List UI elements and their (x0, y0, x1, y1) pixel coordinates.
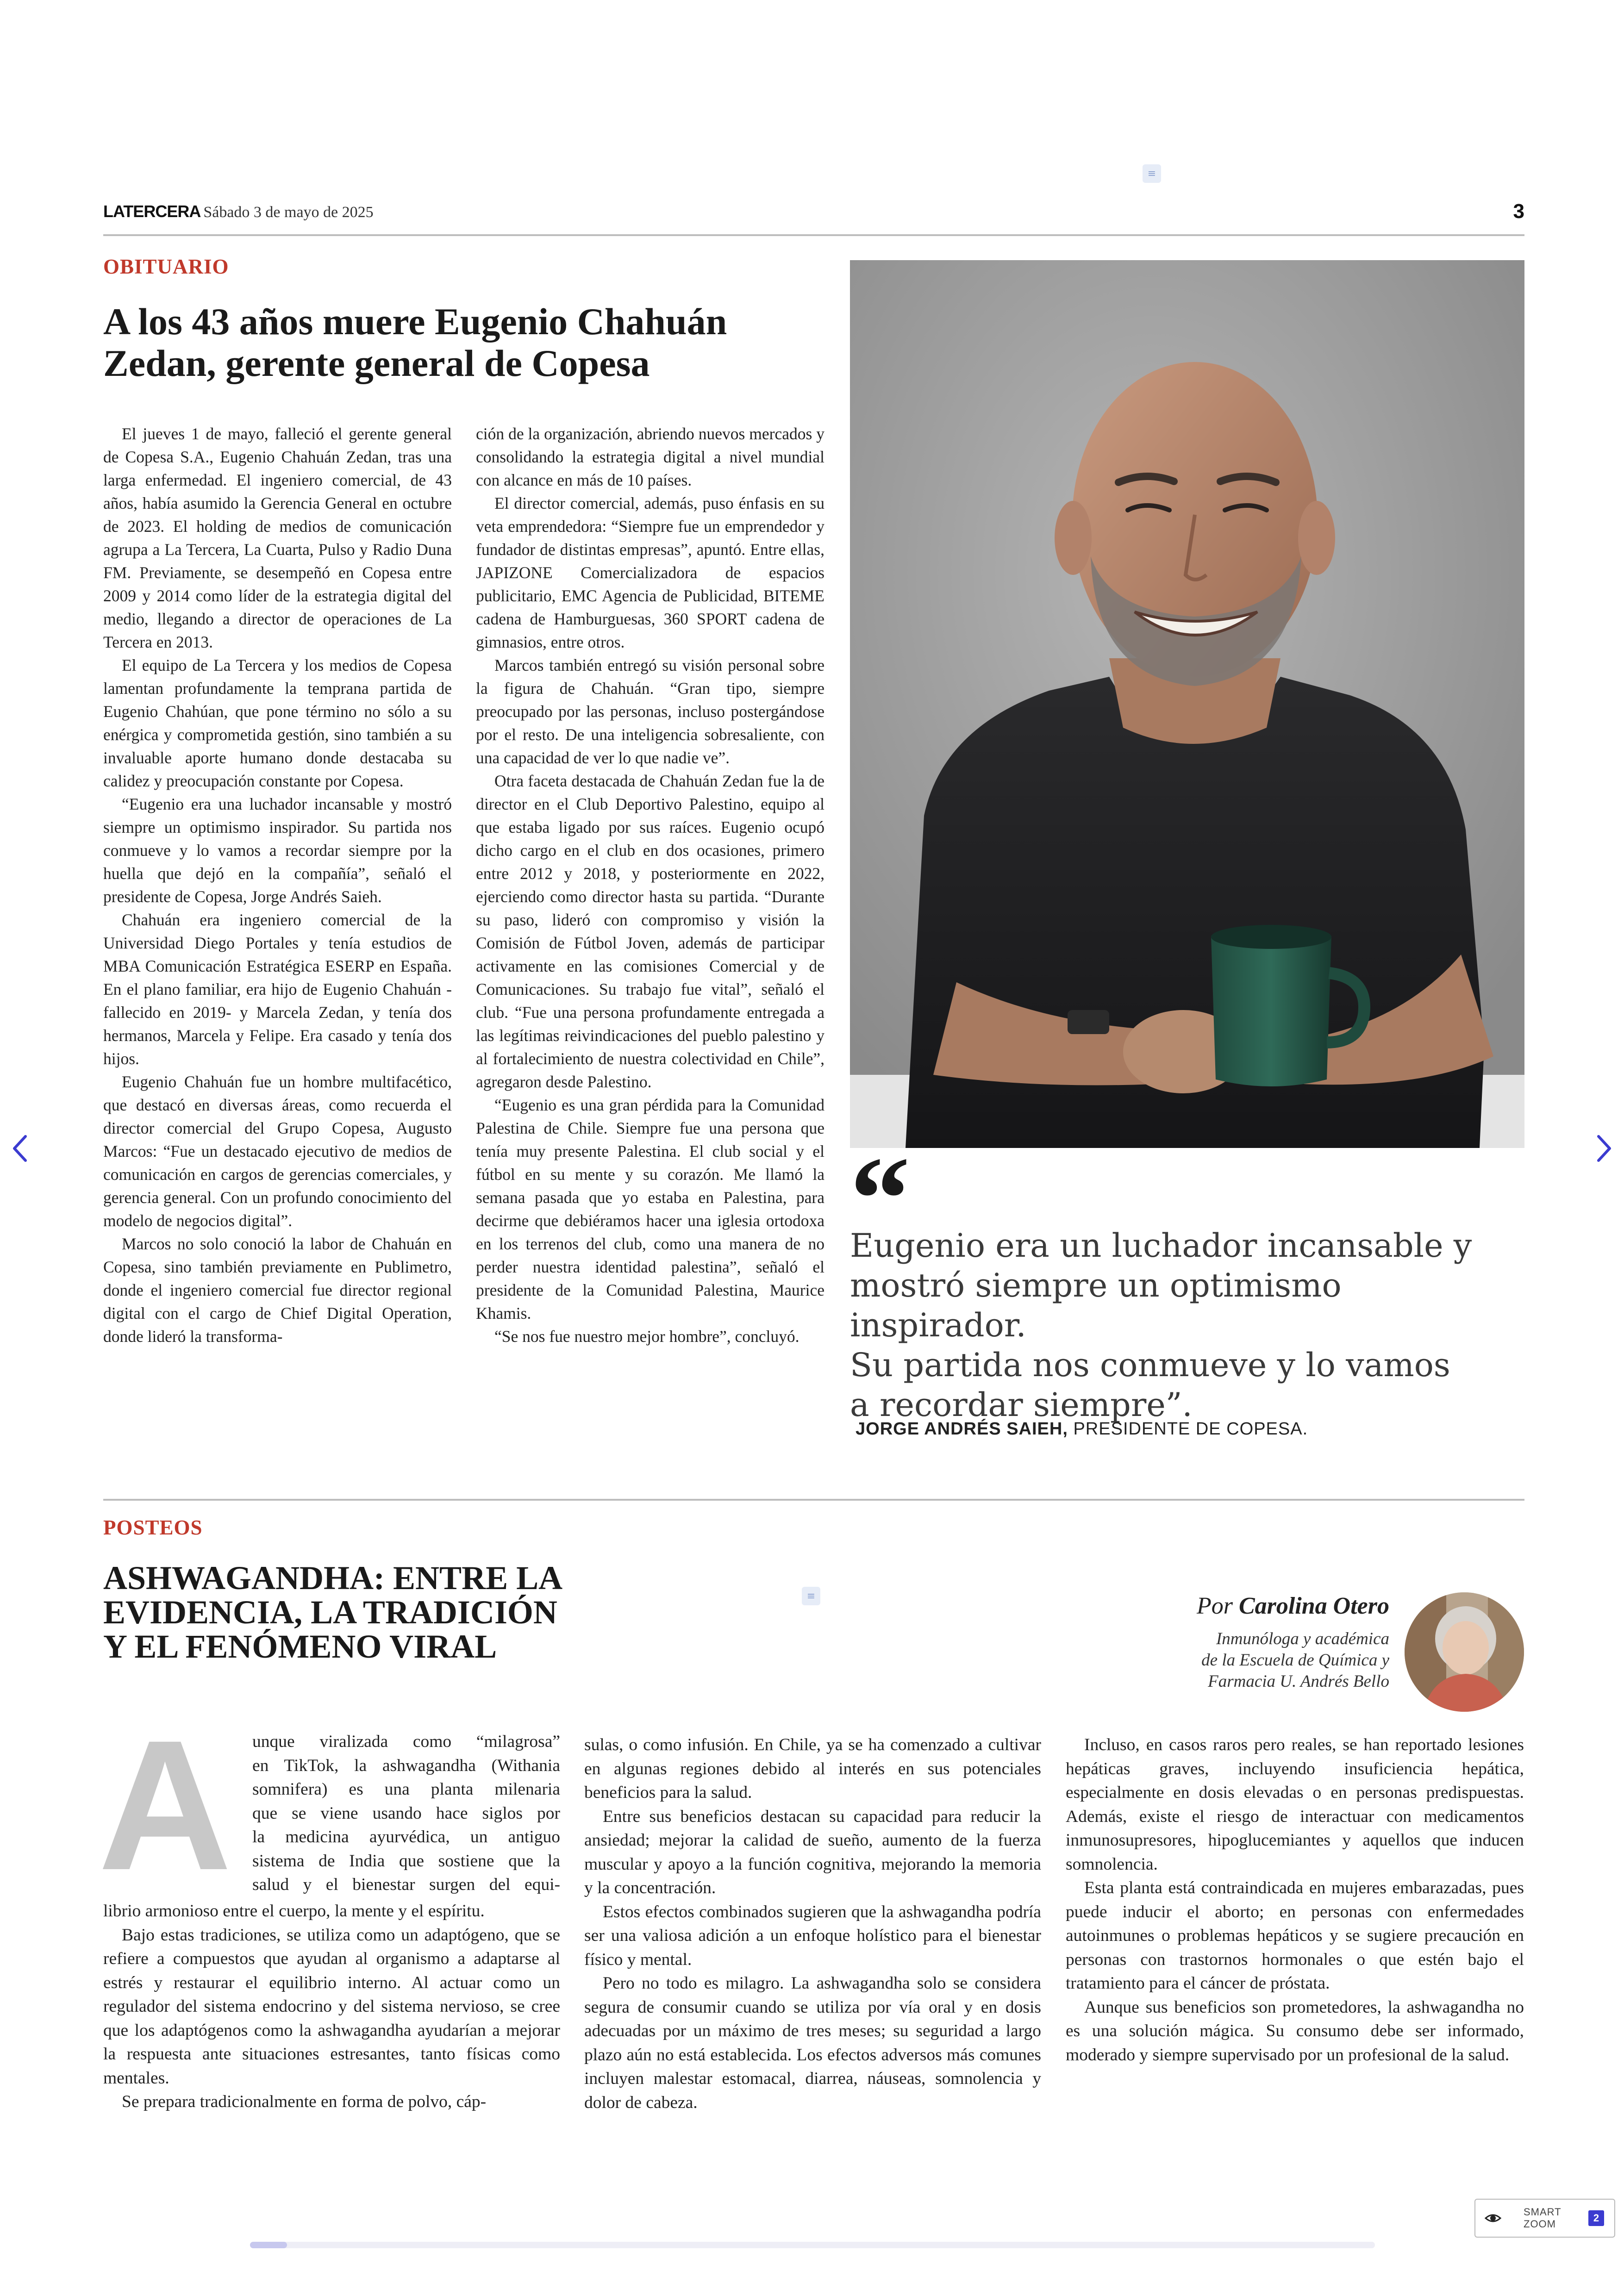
author-role-line: Farmacia U. Andrés Bello (1208, 1672, 1389, 1691)
header-date: Sábado 3 de mayo de 2025 (203, 204, 374, 221)
zoom-level-badge: 2 (1588, 2210, 1604, 2226)
headline-line: ASHWAGANDHA: ENTRE LA (103, 1559, 563, 1597)
paragraph: “Eugenio era una luchador incansable y mostró siempre un optimismo inspirador. Su partida nos conmueve y lo vamos a recordar siempre por la huella que dejó en la compañía”, señaló el presidente de Copesa, Jorge Andrés Saieh. (103, 795, 452, 906)
article1-headline (103, 301, 825, 384)
intro-line: somnifera) es una planta milenaria (252, 1780, 560, 1799)
paragraph: Bajo estas tradiciones, se utiliza como un adaptógeno, que se refiere a compuestos que ayudan al organismo a adaptarse al estrés y restaurar el equilibrio interno. Al actuar como un regulador del sistema endocrino y del sistema nervioso, se cree que los adaptógenos como la ashwagandha ayudarían a mejorar la respuesta ante situaciones estresantes, tanto físicas como mentales. (103, 1925, 560, 2088)
intro-line: en TikTok, la ashwagandha (Withania (252, 1756, 560, 1775)
portrait-illustration (850, 260, 1524, 1148)
quote-line: Eugenio era un luchador incansable y (850, 1227, 1472, 1265)
intro-line: sistema de India que sostiene que la (252, 1851, 560, 1871)
brand-logo: LATERCERA (103, 202, 201, 221)
smart-zoom-label (1524, 2206, 1562, 2230)
paragraph: Marcos no solo conoció la labor de Chahuán en Copesa, sino también previamente en Publimetro, donde el ingeniero comercial fue director regional digital con el cargo de Chief Digital Operation, donde lideró la transforma- (103, 1235, 452, 1346)
section-divider (103, 1499, 1524, 1501)
paragraph: ción de la organización, abriendo nuevos mercados y consolidando la estrategia digital a nivel mundial con alcance en más de 10 países. (476, 424, 824, 489)
headline-line: EVIDENCIA, LA TRADICIÓN (103, 1594, 557, 1631)
paragraph: Chahuán era ingeniero comercial de la Universidad Diego Portales y tenía estudios de MBA Comunicación Estratégica ESERP en España. En el plano familiar, era hijo de Eugenio Chahuán -fallecido en 2019- y Marcela Zedan, y tenía dos hermanos, Marcela y Felipe. Era casado y tenía dos hijos. (103, 911, 452, 1068)
author-role-line: de la Escuela de Química y (1201, 1651, 1389, 1670)
quote-role: PRESIDENTE DE COPESA. (1068, 1419, 1308, 1439)
article2-column-1 (103, 1899, 560, 2114)
smart-zoom-line: ZOOM (1524, 2218, 1556, 2230)
next-page-button[interactable] (1588, 1128, 1620, 1169)
quote-author: JORGE ANDRÉS SAIEH, (856, 1419, 1068, 1439)
quote-mark: “ (850, 1132, 910, 1266)
article1-column-1 (103, 422, 452, 1348)
progress-track[interactable] (250, 2242, 1375, 2248)
section-label-obituario: OBITUARIO (103, 255, 229, 278)
paragraph: Se prepara tradicionalmente en forma de polvo, cáp- (122, 2092, 487, 2111)
article1-column-2 (476, 422, 824, 1348)
paragraph: “Eugenio es una gran pérdida para la Comunidad Palestina de Chile. Siempre fue una persona que tenía muy presente Palestina. El club social y el fútbol en su mente y su corazón. Me llamó la semana pasada que yo estaba en Palestina, para decirme que debiéramos hacer una iglesia ortodoxa en los terrenos del club, como una manera de no perder nuestra identidad palestina”, señaló el presidente de la Comunidad Palestina, Maurice Khamis. (476, 1096, 824, 1322)
paragraph: sulas, o como infusión. En Chile, ya se ha comenzado a cultivar en algunas regiones debido al interés en sus potenciales beneficios para la salud. (584, 1735, 1041, 1802)
header-rule (103, 234, 1524, 236)
paragraph: Incluso, en casos raros pero reales, se han reportado lesiones hepáticas graves, incluyendo insuficiencia hepática, especialmente en dosis elevadas o en personas predispuestas. Además, existe el riesgo de interactuar con medicamentos inmunosupresores, hipoglucemiantes y aquellos que inducen somnolencia. (1066, 1735, 1524, 1874)
byline (1197, 1592, 1389, 1620)
intro-lines (252, 1733, 560, 1900)
paragraph: Marcos también entregó su visión personal sobre la figura de Chahuán. “Gran tipo, siempre preocupado por las personas, incluso postergándose por el resto. De una inteligencia sobresaliente, con una capacidad de ver lo que nadie ve”. (476, 656, 824, 767)
prev-page-button[interactable] (4, 1128, 36, 1169)
quote-line: a recordar siempre”. (850, 1386, 1193, 1424)
paragraph: El director comercial, además, puso énfasis en su veta emprendedora: “Siempre fue un emprendedor y fundador de distintas empresas”, apuntó. Entre ellas, JAPIZONE Comercializadora de espacios publicitario, EMC Agencia de Publicidad, BITEME cadena de Hamburguesas, 360 SPORT cadena de gimnasios, entre otros. (476, 494, 824, 651)
paragraph: Eugenio Chahuán fue un hombre multifacético, que destacó en diversas áreas, como recuerda el director comercial del Grupo Copesa, Augusto Marcos: “Fue un destacado ejecutivo de medios de comunicación en cargos de gerencias comerciales, y gerencia general. Con un profundo conocimiento del modelo de negocios digital”. (103, 1073, 452, 1230)
quote-attribution (856, 1419, 1308, 1439)
headline-line: Y EL FENÓMENO VIRAL (103, 1628, 497, 1665)
quote-line: Su partida nos conmueve y lo vamos (850, 1346, 1450, 1384)
eye-icon (1484, 2209, 1502, 2227)
intro-line: unque viralizada como “milagrosa” (252, 1732, 560, 1751)
article2-column-3 (1066, 1733, 1524, 2067)
paragraph: Otra faceta destacada de Chahuán Zedan fue la de director en el Club Deportivo Palestino, equipo al que estaba ligado por sus raíces. Eugenio ocupó dicho cargo en el club en dos ocasiones, primero entre 2012 y 2018, y posteriormente en 2022, ejerciendo como director hasta su partida. “Durante su paso, lideró con compromiso y visión la Comisión de Fútbol Joven, además de participar activamente en las comisiones Comercial y de Comunicaciones. Su trabajo fue vital”, señaló el club. “Fue una persona profundamente entregada a las legítimas reivindicaciones del pueblo palestino y al fortalecimiento de nuestra colectividad en Chile”, agregaron desde Palestino. (476, 772, 824, 1091)
paragraph: Entre sus beneficios destacan su capacidad para reducir la ansiedad; mejorar la calidad de sueño, aumento de la fuerza muscular y apoyo a la función cognitiva, mejorando la memoria y la concentración. (584, 1807, 1041, 1897)
paragraph: Pero no todo es milagro. La ashwagandha solo se considera segura de consumir cuando se utiliza por vía oral y en dosis adecuadas por un máximo de tres meses; su seguridad a largo plazo aún no está establecida. Los efectos adversos más comunes incluyen malestar estomacal, diarrea, náuseas, somnolencia y dolor de cabeza. (584, 1974, 1041, 2112)
page-header (103, 202, 1524, 225)
progress-fill (250, 2242, 287, 2248)
paragraph: Estos efectos combinados sugieren que la ashwagandha podría ser una valiosa adición a un enfoque holístico para el bienestar físico y mental. (584, 1902, 1041, 1969)
page-number: 3 (1513, 200, 1524, 223)
avatar-illustration (1405, 1592, 1524, 1712)
byline-prefix: Por (1196, 1593, 1239, 1619)
section-label-posteos: POSTEOS (103, 1516, 203, 1539)
article2-headline (103, 1561, 659, 1664)
headline-line: A los 43 años muere Eugenio Chahuán (103, 300, 727, 343)
paragraph: El jueves 1 de mayo, falleció el gerente general de Copesa S.A., Eugenio Chahuán Zedan, tras una larga enfermedad. El ingeniero comercial, de 43 años, había asumido la Gerencia General en octubre de 2023. El holding de medios de comunicación agrupa a La Tercera, La Cuarta, Pulso y Radio Duna FM. Previamente, se desempeñó en Copesa entre 2009 y 2014 como líder de la estrategia digital del medio, llegando a director de operaciones de La Tercera en 2013. (103, 424, 452, 651)
quote-line: mostró siempre un optimismo inspirador. (850, 1266, 1342, 1344)
intro-line: la medicina ayurvédica, un antiguo (252, 1827, 560, 1846)
intro-line: que se viene usando hace siglos por (252, 1803, 560, 1823)
paragraph: “Se nos fue nuestro mejor hombre”, concluyó. (494, 1327, 800, 1346)
paragraph: Aunque sus beneficios son prometedores, la ashwagandha no es una solución mágica. Su consumo debe ser informado, moderado y siempre supervisado por un profesional de la salud. (1066, 1997, 1524, 2064)
intro-line: salud y el bienestar surgen del equi- (252, 1875, 560, 1894)
author-role-line: Inmunóloga y académica (1216, 1629, 1389, 1648)
article2-column-2 (584, 1733, 1041, 2114)
drop-cap: A (98, 1702, 232, 1908)
note-icon[interactable]: ≡ (1143, 164, 1161, 183)
pull-quote (850, 1226, 1517, 1425)
portrait-photo (850, 260, 1524, 1148)
paragraph: Esta planta está contraindicada en mujeres embarazadas, pues puede inducir el aborto; en personas con enfermedades autoinmunes o problemas hepáticos y se sugiere precaución en personas con trastornos hormonales o que estén bajo el tratamiento para el cáncer de próstata. (1066, 1878, 1524, 1993)
author-avatar (1405, 1592, 1524, 1712)
headline-line: Zedan, gerente general de Copesa (103, 342, 650, 384)
note-icon[interactable]: ≡ (802, 1587, 820, 1605)
smart-zoom-button[interactable] (1474, 2199, 1615, 2238)
chevron-left-icon (11, 1134, 29, 1163)
author-name: Carolina Otero (1238, 1593, 1389, 1619)
author-role (1201, 1628, 1389, 1692)
paragraph: El equipo de La Tercera y los medios de Copesa lamentan profundamente la temprana partida de Eugenio Chahúan, que pone término no sólo a su enérgica y comprometida gestión, sino también a su invaluable aporte humano donde destacaba su calidez y preocupación constante por Copesa. (103, 656, 452, 790)
smart-zoom-line: SMART (1524, 2206, 1562, 2218)
chevron-right-icon (1595, 1134, 1613, 1163)
paragraph: librio armonioso entre el cuerpo, la mente y el espíritu. (103, 1902, 485, 1921)
